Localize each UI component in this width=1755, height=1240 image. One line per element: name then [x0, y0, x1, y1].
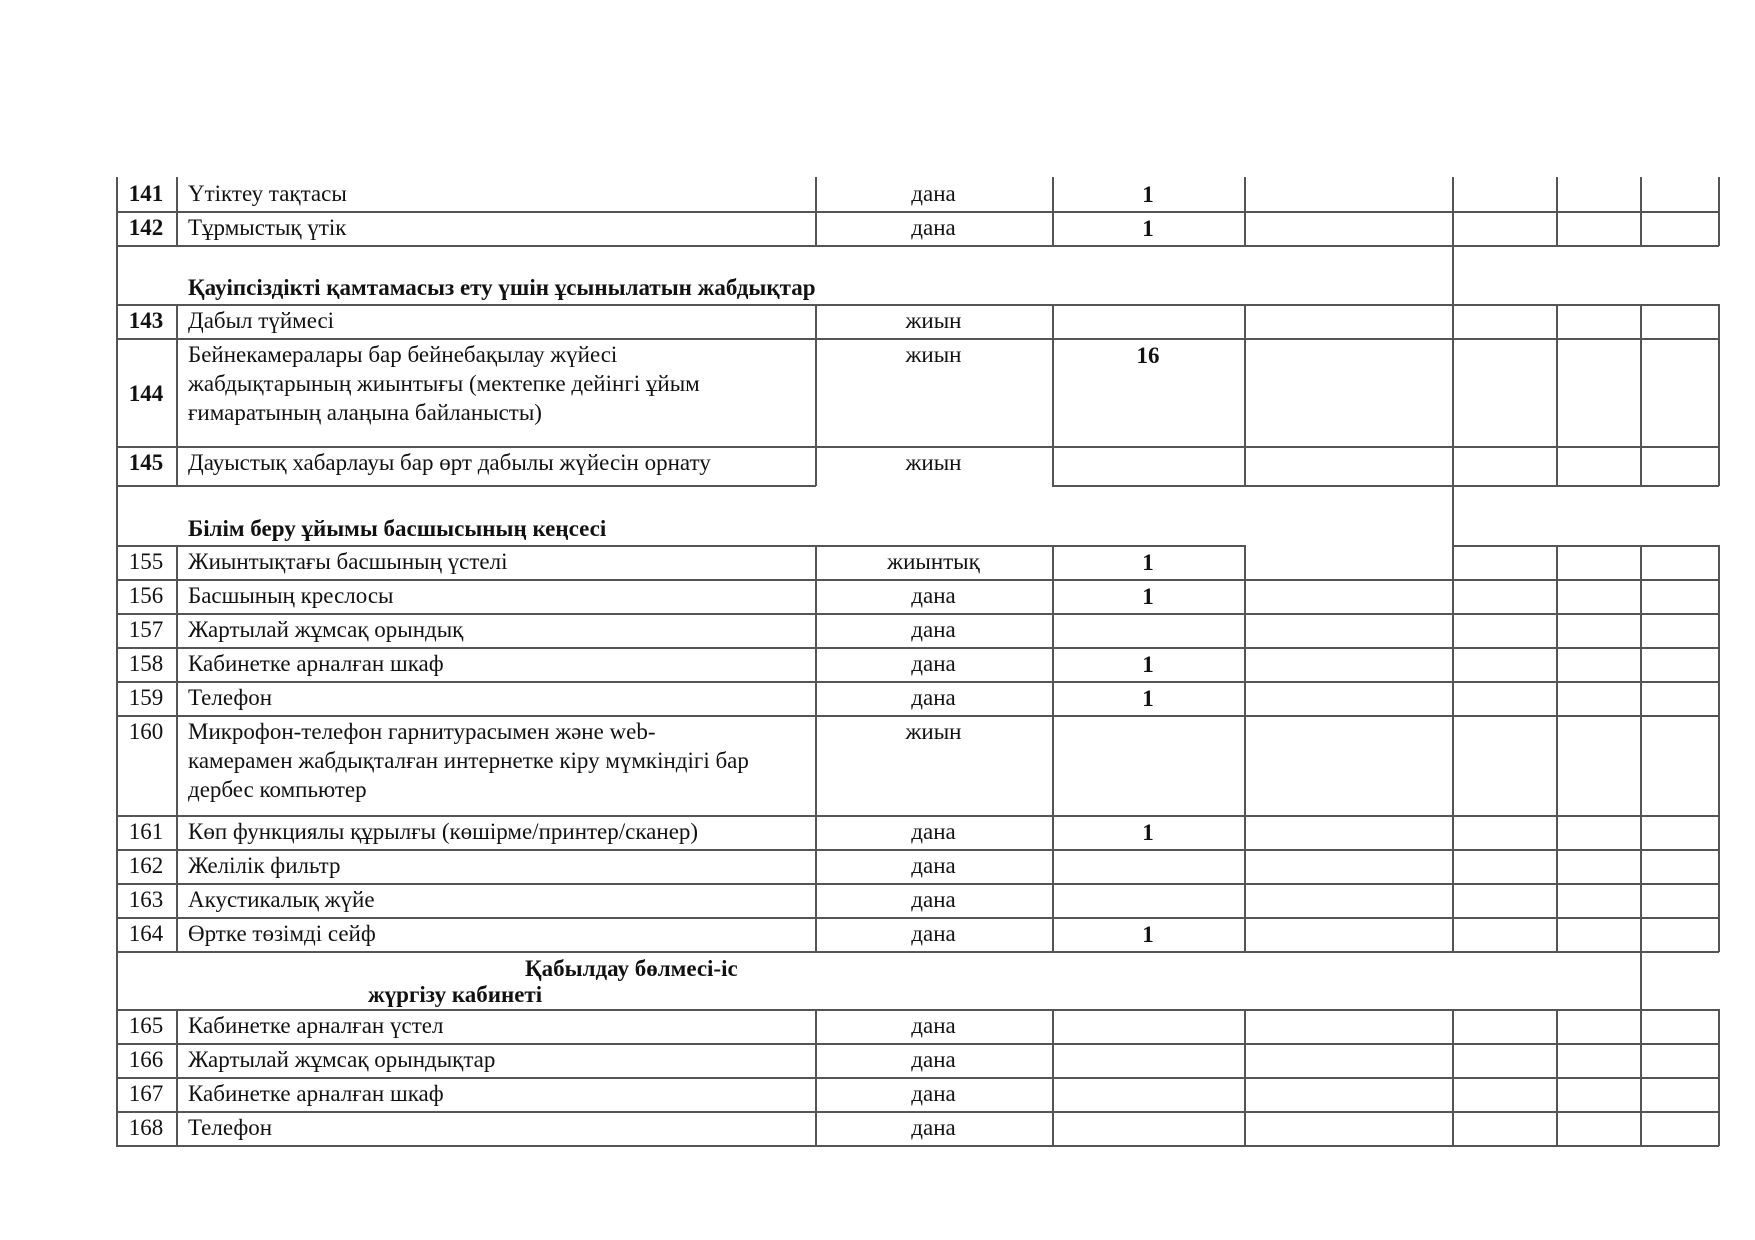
quantity: 1 — [1142, 182, 1154, 207]
column-rule — [1452, 177, 1454, 246]
item-name: Көп функциялы құрылғы (көшірме/принтер/сканер) — [188, 819, 699, 844]
row-number: 160 — [128, 719, 164, 744]
item-name: Жартылай жұмсақ орындық — [188, 617, 464, 642]
row-rule — [1452, 304, 1719, 306]
unit-of-measure: дана — [911, 1047, 956, 1072]
quantity: 1 — [1142, 820, 1154, 845]
item-name: Кабинетке арналған шкаф — [188, 1081, 444, 1106]
column-rule — [1640, 951, 1642, 1010]
unit-of-measure: дана — [911, 181, 956, 206]
row-rule — [116, 245, 1719, 247]
quantity: 1 — [1142, 686, 1154, 711]
column-rule — [1640, 177, 1642, 246]
quantity: 1 — [1142, 216, 1154, 241]
unit-of-measure: дана — [911, 887, 956, 912]
item-name: Жиынтықтағы басшының үстелі — [188, 549, 508, 574]
row-rule — [116, 485, 816, 487]
unit-of-measure: дана — [911, 583, 956, 608]
quantity: 1 — [1142, 922, 1154, 947]
row-number: 156 — [128, 583, 164, 608]
unit-of-measure: дана — [911, 1081, 956, 1106]
unit-of-measure: дана — [911, 1115, 956, 1140]
column-rule — [116, 245, 118, 305]
row-number: 142 — [128, 215, 164, 240]
unit-of-measure: дана — [911, 1013, 956, 1038]
quantity: 16 — [1136, 343, 1160, 368]
row-number: 141 — [128, 181, 164, 206]
item-name: Үтіктеу тақтасы — [188, 181, 347, 206]
item-name: дербес компьютер — [188, 777, 367, 802]
item-name: Бейнекамералары бар бейнебақылау жүйесі — [188, 342, 618, 367]
row-rule — [116, 951, 1719, 953]
column-rule — [1452, 245, 1454, 305]
row-number: 166 — [128, 1047, 164, 1072]
column-rule — [1244, 304, 1246, 486]
column-rule — [1556, 304, 1558, 486]
unit-of-measure: дана — [911, 685, 956, 710]
column-rule — [176, 177, 178, 246]
column-rule — [1718, 545, 1720, 952]
unit-of-measure: дана — [911, 617, 956, 642]
column-rule — [116, 485, 118, 546]
quantity: 1 — [1142, 550, 1154, 575]
table-bottom-rule — [116, 1145, 1719, 1147]
column-rule — [1640, 304, 1642, 486]
column-rule — [1244, 545, 1246, 952]
column-rule — [1718, 304, 1720, 486]
item-name: Тұрмыстық үтік — [188, 215, 347, 240]
unit-of-measure: дана — [911, 921, 956, 946]
row-number: 167 — [128, 1081, 164, 1106]
quantity: 1 — [1142, 652, 1154, 677]
item-name: Басшының креслосы — [188, 583, 394, 608]
item-name: Акустикалық жүйе — [188, 887, 375, 912]
item-name: Микрофон-телефон гарнитурасымен және web- — [188, 719, 656, 744]
item-name: Дабыл түймесі — [188, 308, 335, 333]
column-rule — [1640, 545, 1642, 952]
column-rule — [1452, 545, 1454, 952]
item-name: Кабинетке арналған шкаф — [188, 651, 444, 676]
row-number: 145 — [128, 450, 164, 475]
item-name: Кабинетке арналған үстел — [188, 1013, 444, 1038]
column-rule — [1556, 1009, 1558, 1146]
row-number: 161 — [128, 819, 164, 844]
column-rule — [1052, 304, 1054, 486]
column-rule — [1718, 1009, 1720, 1146]
column-rule — [1452, 1009, 1454, 1146]
item-name: камерамен жабдықталған интернетке кіру мүмкіндігі бар — [188, 748, 749, 773]
item-name: Телефон — [188, 1115, 273, 1140]
section-heading: жүргізу кабинеті — [368, 982, 543, 1007]
column-rule — [1718, 177, 1720, 246]
quantity: 1 — [1142, 584, 1154, 609]
column-rule — [116, 951, 118, 1010]
item-name: Дауыстық хабарлауы бар өрт дабылы жүйесін орнату — [188, 450, 711, 475]
column-rule — [1452, 304, 1454, 486]
row-number: 159 — [128, 685, 164, 710]
column-rule — [176, 1009, 178, 1146]
item-name: Өртке төзімді сейф — [188, 921, 376, 946]
row-rule — [1452, 545, 1719, 547]
row-number: 164 — [128, 921, 164, 946]
column-rule — [1244, 177, 1246, 246]
column-rule — [176, 545, 178, 952]
section-heading: Қауіпсіздікті қамтамасыз ету үшін ұсынылатын жабдықтар — [188, 275, 816, 300]
unit-of-measure: жиын — [905, 450, 962, 475]
column-rule — [176, 304, 178, 486]
item-name: жабдықтарының жиынтығы (мектепке дейінгі ұйым — [188, 371, 700, 396]
item-name: Телефон — [188, 685, 273, 710]
unit-of-measure: дана — [911, 853, 956, 878]
unit-of-measure: дана — [911, 819, 956, 844]
row-number: 165 — [128, 1013, 164, 1038]
column-rule — [1640, 1009, 1642, 1146]
row-number: 144 — [128, 381, 164, 406]
column-rule — [1244, 1009, 1246, 1146]
column-rule — [1452, 485, 1454, 546]
unit-of-measure: дана — [911, 215, 956, 240]
unit-of-measure: жиын — [905, 308, 962, 333]
unit-of-measure: жиынтық — [887, 549, 980, 574]
column-rule — [1052, 1009, 1054, 1146]
unit-of-measure: жиын — [905, 719, 962, 744]
item-name: Жартылай жұмсақ орындықтар — [188, 1047, 496, 1072]
item-name: ғимаратының алаңына байланысты) — [188, 400, 542, 425]
section-heading: Қабылдау бөлмесі-іс — [525, 956, 738, 981]
unit-of-measure: дана — [911, 651, 956, 676]
row-rule — [1052, 485, 1719, 487]
section-heading: Білім беру ұйымы басшысының кеңсесі — [188, 516, 607, 541]
row-number: 158 — [128, 651, 164, 676]
unit-of-measure: жиын — [905, 342, 962, 367]
column-rule — [1556, 545, 1558, 952]
row-number: 162 — [128, 853, 164, 878]
row-number: 143 — [128, 308, 164, 333]
row-number: 157 — [128, 617, 164, 642]
column-rule — [1556, 177, 1558, 246]
row-number: 163 — [128, 887, 164, 912]
row-number: 155 — [128, 549, 164, 574]
item-name: Желілік фильтр — [188, 853, 341, 878]
row-number: 168 — [128, 1115, 164, 1140]
